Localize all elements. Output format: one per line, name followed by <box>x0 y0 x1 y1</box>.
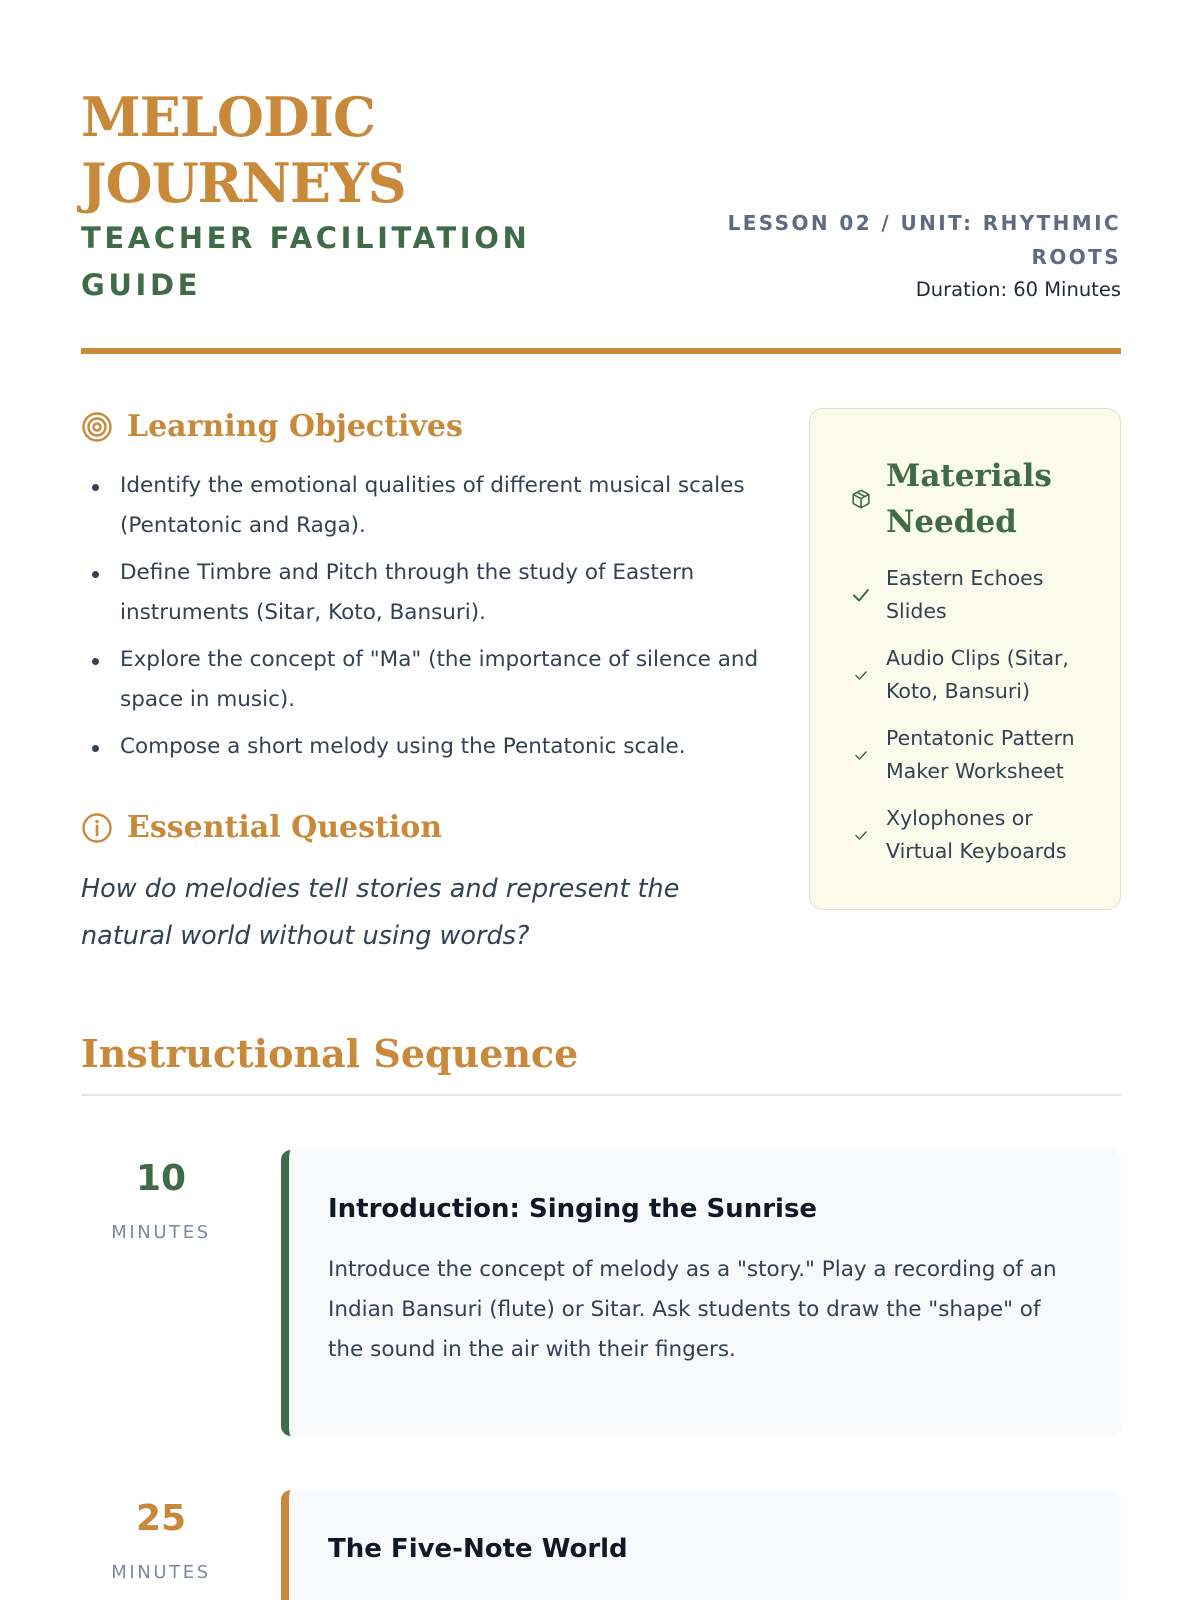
sequence-heading: Instructional Sequence <box>81 1031 579 1076</box>
materials-panel <box>809 408 1121 910</box>
objectives-heading-label: Learning Objectives <box>127 409 463 444</box>
list-item <box>850 642 1110 708</box>
list-item: Define Timbre and Pitch through the study of Eastern instruments (Sitar, Koto, Bansuri). <box>88 553 768 633</box>
check-icon <box>850 664 872 686</box>
lesson-unit-label: LESSON 02 / UNIT: RHYTHMIC ROOTS <box>727 211 1121 269</box>
document-title: MELODIC JOURNEYS <box>81 85 406 215</box>
step-minutes: 10 <box>135 1158 187 1199</box>
objectives-heading <box>81 409 463 444</box>
document-subtitle: TEACHER FACILITATION GUIDE <box>81 221 531 302</box>
check-icon <box>850 744 872 766</box>
step-minutes: 25 <box>135 1498 187 1539</box>
step-minutes-unit: MINUTES <box>111 1562 211 1583</box>
sequence-step-1 <box>81 1150 1121 1440</box>
sequence-divider <box>81 1094 1121 1096</box>
material-label: Xylophones or Virtual Keyboards <box>886 806 1067 863</box>
header <box>81 84 1121 354</box>
essential-heading <box>81 810 442 845</box>
objectives-list <box>88 466 768 774</box>
material-label: Eastern Echoes Slides <box>886 566 1044 623</box>
essential-question: How do melodies tell stories and represent the natural world without using words? <box>81 874 680 951</box>
sequence-step-2 <box>81 1490 1121 1600</box>
list-item <box>850 722 1110 788</box>
duration-label: Duration: 60 Minutes <box>915 278 1121 301</box>
list-item: Identify the emotional qualities of different musical scales (Pentatonic and Raga). <box>88 466 768 546</box>
check-icon <box>850 824 872 846</box>
materials-list <box>850 562 1110 882</box>
step-card <box>281 1490 1121 1600</box>
step-card <box>281 1150 1121 1436</box>
materials-heading <box>850 453 1086 545</box>
material-label: Pentatonic Pattern Maker Worksheet <box>886 726 1075 783</box>
step-minutes-unit: MINUTES <box>111 1222 211 1243</box>
target-icon <box>81 411 113 443</box>
materials-heading-label: Materials Needed <box>886 458 1052 540</box>
material-label: Audio Clips (Sitar, Koto, Bansuri) <box>886 646 1069 703</box>
info-icon <box>81 812 113 844</box>
step-description: Introduce the concept of melody as a "story." Play a recording of an Indian Bansuri (flute) or Sitar. Ask students to draw the "shape" of the sound in the air with their fingers. <box>328 1257 1057 1362</box>
step-title: The Five-Note World <box>328 1534 628 1564</box>
essential-heading-label: Essential Question <box>127 810 443 845</box>
list-item: Explore the concept of "Ma" (the importance of silence and space in music). <box>88 640 768 720</box>
list-item: Compose a short melody using the Pentatonic scale. <box>88 727 768 767</box>
box-icon <box>850 488 872 510</box>
list-item <box>850 562 1110 628</box>
step-title: Introduction: Singing the Sunrise <box>328 1194 818 1224</box>
list-item <box>850 802 1110 868</box>
check-icon <box>850 584 872 606</box>
header-divider <box>81 348 1121 354</box>
